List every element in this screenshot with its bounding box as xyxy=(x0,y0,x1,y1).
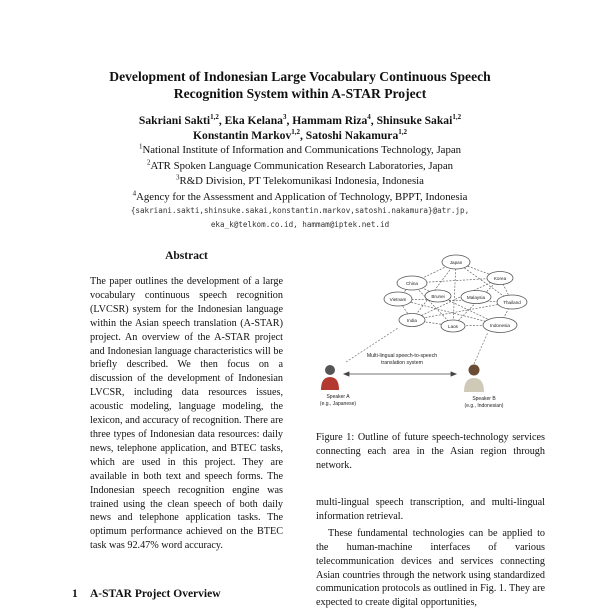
affiliation-number: 4 xyxy=(132,188,137,197)
email-line-2[interactable]: eka_k@telkom.co.id, hammam@iptek.net.id xyxy=(210,220,390,229)
speaker-a-figure xyxy=(321,365,339,390)
speaker-b-line: Speaker B xyxy=(472,396,496,402)
author-name: Sakriani Sakti xyxy=(138,114,211,127)
affiliation-number: 3 xyxy=(176,173,180,182)
affiliation xyxy=(40,159,560,175)
node-label: Laos xyxy=(448,324,458,329)
system-label-line: translation system xyxy=(381,360,423,366)
author-affil-mark: 1,2 xyxy=(291,128,300,137)
network-clouds xyxy=(384,255,527,333)
node-label: China xyxy=(405,281,419,286)
affiliation xyxy=(40,190,560,206)
speaker-b-label xyxy=(465,396,504,409)
author-affil-mark: 3 xyxy=(282,113,287,122)
figure-caption: Figure 1: Outline of future speech-technology services connecting each area in the Asian region through network. xyxy=(316,432,545,471)
affiliation xyxy=(40,143,560,159)
author-affil-mark: 1,2 xyxy=(452,113,462,122)
affiliation-number: 2 xyxy=(146,157,151,166)
author-list xyxy=(40,113,560,143)
author-affil-mark: 4 xyxy=(367,113,371,122)
translation-system-label xyxy=(367,353,437,366)
section-heading xyxy=(72,588,221,600)
author-name: Eka Kelana xyxy=(224,114,283,127)
affiliation-list xyxy=(40,143,560,205)
node-label: Malaysia xyxy=(466,295,486,300)
dialogue-arrow xyxy=(344,372,456,376)
author-line-1: Sakriani Sakti$^{1,2}$, Eka Kelana$^3$, Hammam Riza$^4$, Shinsuke Sakai$^{1,2}$ xyxy=(138,113,462,127)
title-line-1: Development of Indonesian Large Vocabulary Continuous Speech xyxy=(109,69,491,84)
node-label: Japan xyxy=(449,260,463,265)
node-label: Vietnam xyxy=(389,297,407,302)
title-line-2: Recognition System within A-STAR Project xyxy=(173,86,427,101)
author-name: Konstantin Markov xyxy=(193,129,292,142)
author-affil-mark: 1,2 xyxy=(398,128,407,137)
email-block xyxy=(40,204,560,232)
speaker-b-line: (e.g., Indonesian) xyxy=(464,403,504,409)
figure-network-diagram xyxy=(316,250,546,422)
abstract-heading: Abstract xyxy=(165,250,208,262)
author-affil-mark: 1,2 xyxy=(210,113,219,122)
affiliation-text: ATR Spoken Language Communication Research Laboratories, Japan xyxy=(150,159,454,172)
author-name: Shinsuke Sakai xyxy=(376,114,453,127)
system-label-line: Multi-lingual speech-to-speech xyxy=(366,353,438,359)
affiliation-text: Agency for the Assessment and Application of Technology, BPPT, Indonesia xyxy=(136,190,468,203)
abstract-text: The paper outlines the development of a large vocabulary continuous speech recognition (LVCSR) system for the Indonesian language within the Asian speech translation (A-STAR) project. An overview of the A-STAR project and Indonesian language characteristics will be briefly described. We then focus on a discussion of the development of Indonesian LVCSR, including data resources issues, acoustic modeling, language modeling, the lexicon, and accuracy of recognition. There are three types of Indonesian data resources: daily news, telephone application, and BTEC tasks, which are used in this project. They are available in both text and speech forms. The Indonesian speech recognition engine was trained using the clean speech of both daily news and telephone application tasks. The optimum performance achieved on the BTEC task was 92.47% word accuracy. xyxy=(90,276,283,552)
node-label: Korea xyxy=(493,276,507,281)
speaker-a-line: (e.g., Japanese) xyxy=(319,401,357,407)
affiliation-text: R&D Division, PT Telekomunikasi Indonesia, Indonesia xyxy=(179,175,424,187)
affiliation xyxy=(40,174,560,190)
speaker-a-line: Speaker A xyxy=(326,394,350,400)
affiliation-text: National Institute of Information and Communications Technology, Japan xyxy=(142,144,462,156)
node-label: Brunei xyxy=(431,294,445,299)
author-name: Satoshi Nakamura xyxy=(305,129,399,142)
speaker-a-label xyxy=(320,394,356,407)
author-name: Hammam Riza xyxy=(292,114,368,127)
section-title: A-STAR Project Overview xyxy=(90,588,221,600)
author-line-2: Konstantin Markov$^{1,2}$, Satoshi Nakamura$^{1,2}$ xyxy=(193,128,407,142)
speaker-b-figure xyxy=(464,365,484,393)
node-label: India xyxy=(407,318,417,323)
section-number: 1 xyxy=(72,588,78,600)
email-line-1[interactable]: {sakriani.sakti,shinsuke.sakai,konstantin.markov,satoshi.nakamura}@atr.jp, xyxy=(130,206,470,215)
node-label: Thailand xyxy=(503,300,521,305)
node-label: Indonesia xyxy=(490,323,510,328)
paper-title xyxy=(60,68,540,102)
paragraph: These fundamental technologies can be applied to the human-machine interfaces of various telecommunication devices and services connecting Asian countries through the network using standardized communication protocols as outlined in Fig. 1. They are expected to create digital opportunities, xyxy=(316,527,545,609)
paragraph: multi-lingual speech transcription, and multi-lingual information retrieval. xyxy=(316,497,545,522)
affiliation-number: 1 xyxy=(138,142,143,151)
right-column-body xyxy=(316,496,545,610)
